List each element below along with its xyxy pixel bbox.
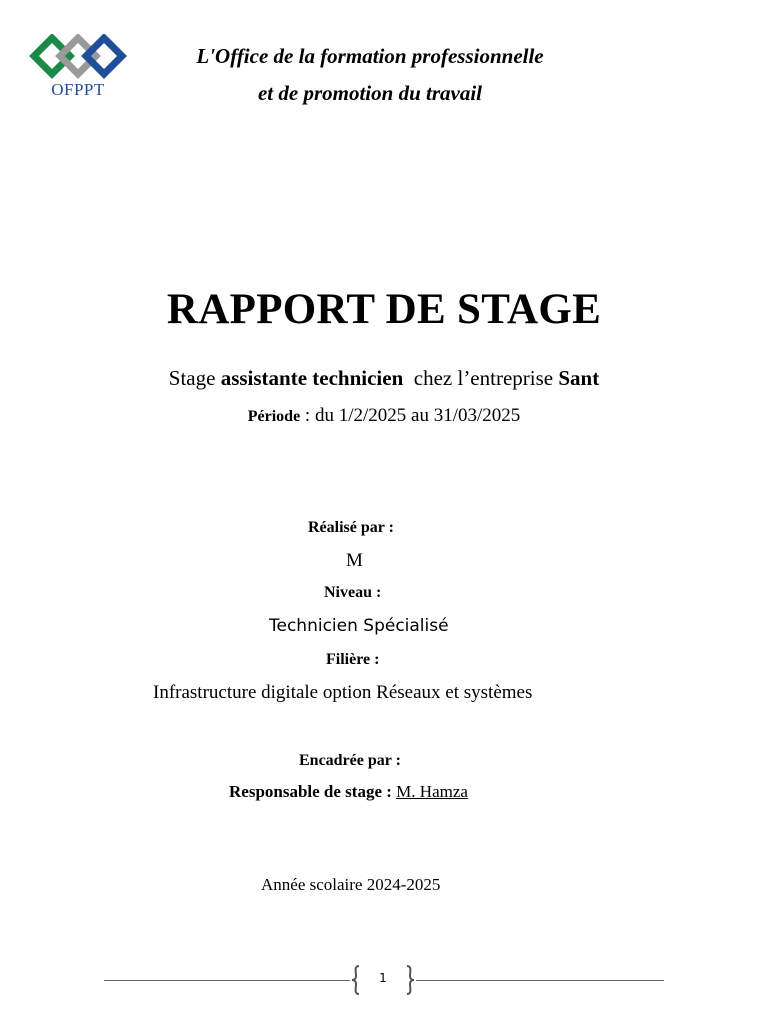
subtitle-prefix: Stage bbox=[168, 366, 221, 390]
niveau-value: Technicien Spécialisé bbox=[269, 616, 449, 636]
realise-label: Réalisé par : bbox=[308, 519, 394, 536]
internship-period bbox=[0, 405, 768, 427]
office-title-line1: L'Office de la formation professionnelle bbox=[196, 44, 544, 68]
internship-subtitle bbox=[0, 366, 768, 391]
ofppt-logo-text: OFPPT bbox=[51, 80, 105, 99]
responsable-value: M. Hamza bbox=[396, 782, 468, 801]
ofppt-logo bbox=[28, 34, 132, 104]
footer-rule-right bbox=[416, 980, 664, 981]
realise-value: M bbox=[346, 550, 363, 571]
office-title-line2: et de promotion du travail bbox=[257, 81, 482, 105]
period-value: : du 1/2/2025 au 31/03/2025 bbox=[300, 405, 521, 426]
filiere-label: Filière : bbox=[326, 651, 380, 668]
subtitle-role: assistante technicien bbox=[220, 366, 404, 390]
page-number: 1 bbox=[379, 971, 387, 985]
responsable-line bbox=[229, 782, 468, 802]
report-title: RAPPORT DE STAGE bbox=[166, 286, 602, 333]
school-year: Année scolaire 2024-2025 bbox=[261, 875, 441, 894]
filiere-value: Infrastructure digitale option Réseaux et systèmes bbox=[153, 682, 533, 703]
responsable-label: Responsable de stage : bbox=[229, 782, 397, 801]
subtitle-middle: chez l’entreprise bbox=[403, 366, 559, 390]
period-label: Période bbox=[247, 408, 301, 425]
subtitle-company: Sant bbox=[558, 366, 600, 390]
niveau-label: Niveau : bbox=[324, 584, 382, 601]
ofppt-logo-mark bbox=[28, 34, 128, 80]
footer-rule-left bbox=[104, 980, 350, 981]
encadre-label: Encadrée par : bbox=[299, 752, 401, 769]
